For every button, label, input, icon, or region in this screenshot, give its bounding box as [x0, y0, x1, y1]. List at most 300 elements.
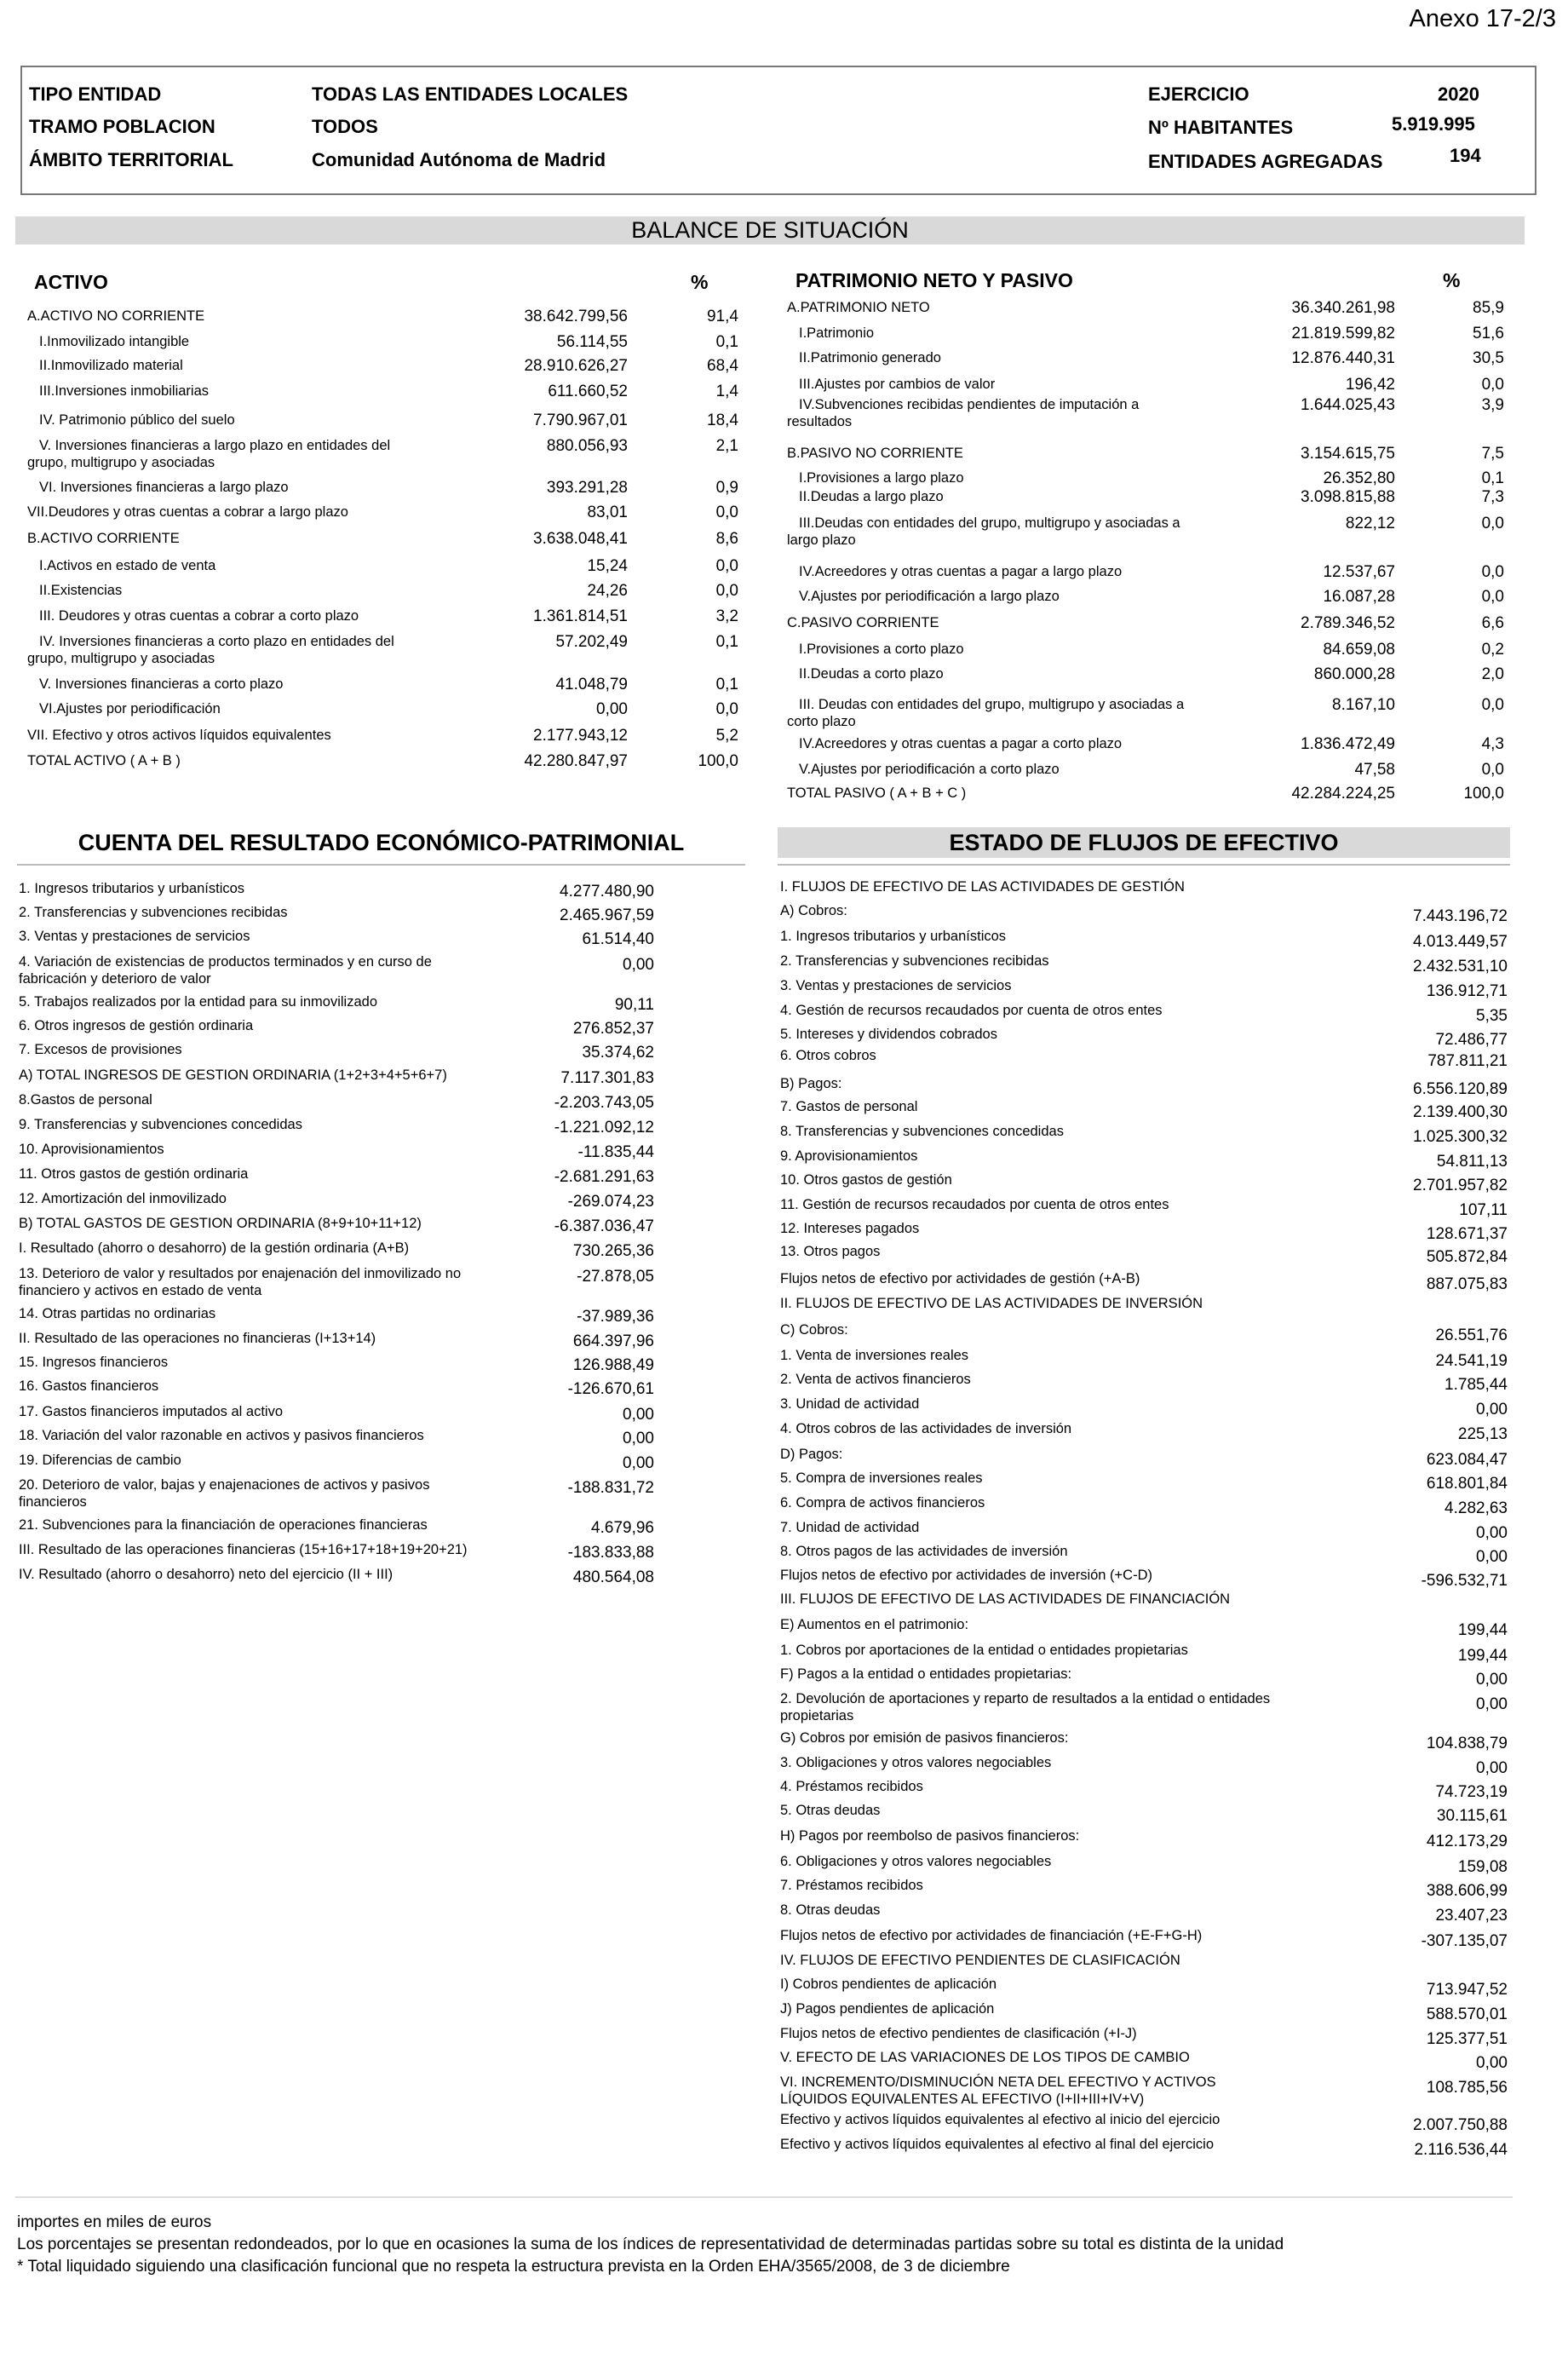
flujos-row: [780, 1048, 1508, 1070]
resultado-row: [19, 1542, 654, 1562]
resultado-row: [19, 1092, 654, 1112]
row-label: I.Provisiones a corto plazo: [799, 642, 964, 657]
flujos-row: [780, 1076, 1508, 1098]
row-value: 23.407,23: [1435, 1907, 1508, 1925]
row-label: 10. Aprovisionamientos: [19, 1142, 164, 1157]
row-label: 7. Gastos de personal: [780, 1099, 918, 1114]
row-percentage: 100,0: [1463, 785, 1504, 803]
row-value: -596.532,71: [1421, 1572, 1508, 1590]
resultado-row: [19, 1428, 654, 1447]
row-label: VI. Inversiones financieras a largo plazo: [39, 480, 289, 495]
row-label: 4. Gestión de recursos recaudados por cuenta de otros entes: [780, 1003, 1163, 1018]
row-label: J) Pagos pendientes de aplicación: [780, 2001, 995, 2017]
row-value: 588.570,01: [1426, 2005, 1508, 2023]
row-percentage: 0,0: [715, 503, 738, 521]
balance-title: BALANCE DE SITUACIÓN: [631, 217, 909, 243]
resultado-row: [19, 1331, 654, 1350]
row-value: 3.638.048,41: [533, 530, 628, 548]
row-label: II.Deudas a corto plazo: [799, 666, 944, 682]
row-label: III. FLUJOS DE EFECTIVO DE LAS ACTIVIDADES DE FINANCIACIÓN: [780, 1591, 1231, 1607]
row-value: 1.025.300,32: [1413, 1128, 1508, 1146]
resultado-title-bar: [17, 827, 745, 858]
activo-row: [27, 334, 738, 350]
row-label: 5. Intereses y dividendos cobrados: [780, 1027, 997, 1042]
row-label: A) TOTAL INGRESOS DE GESTION ORDINARIA (1+2+3+4+5+6+7): [19, 1067, 447, 1083]
row-value: 0,00: [623, 1406, 654, 1424]
row-value: 3.098.815,88: [1301, 488, 1395, 506]
row-value: 136.912,71: [1426, 982, 1508, 1000]
row-value: -188.831,72: [567, 1479, 654, 1497]
row-value: 199,44: [1457, 1647, 1508, 1665]
row-percentage: 18,4: [707, 411, 738, 429]
row-value: 159,08: [1457, 1858, 1508, 1876]
row-value: 26.352,80: [1323, 469, 1395, 487]
row-label: 21. Subvenciones para la financiación de operaciones financieras: [19, 1517, 428, 1533]
row-value: -269.074,23: [567, 1193, 654, 1211]
flujos-row: [780, 1197, 1508, 1219]
row-value: 4.013.449,57: [1413, 933, 1508, 951]
tramo-poblacion-label: TRAMO POBLACION: [29, 116, 215, 137]
ambito-territorial-value: Comunidad Autónoma de Madrid: [312, 149, 606, 170]
row-percentage: 0,2: [1481, 641, 1504, 659]
row-label: 2. Transferencias y subvenciones recibidas: [780, 953, 1049, 969]
ejercicio-value: 2020: [1438, 83, 1479, 105]
row-percentage: 0,1: [1481, 469, 1504, 487]
flujos-row: [780, 1854, 1508, 1876]
row-value: 0,00: [1476, 2054, 1508, 2072]
resultado-row: [19, 881, 654, 901]
row-label: A) Cobros:: [780, 903, 847, 918]
resultado-row: [19, 1240, 654, 1260]
row-label-continuation: financieros: [19, 1494, 87, 1510]
resultado-row: [19, 1378, 654, 1398]
row-label: V. Inversiones financieras a largo plazo en entidades del: [39, 438, 391, 453]
row-value: 12.537,67: [1323, 563, 1395, 581]
flujos-row: [780, 1221, 1508, 1243]
row-label: 6. Otros ingresos de gestión ordinaria: [19, 1018, 254, 1033]
row-label: 4. Variación de existencias de productos terminados y en curso de: [19, 954, 432, 970]
row-label: 17. Gastos financieros imputados al activo: [19, 1404, 283, 1419]
flujos-row: [780, 1148, 1508, 1171]
row-label: TOTAL PASIVO ( A + B + C ): [787, 785, 967, 801]
resultado-row: [19, 994, 654, 1014]
row-value: 108.785,56: [1426, 2079, 1508, 2097]
resultado-row: [19, 905, 654, 924]
row-label: 12. Amortización del inmovilizado: [19, 1191, 227, 1206]
row-value: 4.679,96: [591, 1519, 654, 1537]
pasivo-row: [787, 446, 1504, 462]
row-label: D) Pagos:: [780, 1447, 843, 1462]
row-label: 9. Transferencias y subvenciones concedidas: [19, 1117, 302, 1132]
flujos-row: [780, 1027, 1508, 1049]
row-value: 618.801,84: [1426, 1475, 1508, 1493]
row-value: 12.876.440,31: [1291, 349, 1395, 367]
row-value: 611.660,52: [548, 383, 628, 400]
row-label: 1. Cobros por aportaciones de la entidad o entidades propietarias: [780, 1643, 1188, 1658]
row-value: -307.135,07: [1421, 1932, 1508, 1950]
row-label: 14. Otras partidas no ordinarias: [19, 1306, 216, 1321]
row-label: 8.Gastos de personal: [19, 1092, 152, 1108]
row-label: III.Deudas con entidades del grupo, multigrupo y asociadas a: [799, 515, 1180, 531]
row-label: 5. Trabajos realizados por la entidad para su inmovilizado: [19, 994, 377, 1010]
row-value: 196,42: [1345, 376, 1395, 394]
activo-row: [27, 608, 738, 624]
row-value: -126.670,61: [567, 1380, 654, 1398]
activo-row: [27, 701, 738, 717]
resultado-row: [19, 1306, 654, 1326]
row-label: IV. FLUJOS DE EFECTIVO PENDIENTES DE CLASIFICACIÓN: [780, 1953, 1180, 1968]
row-percentage: 2,0: [1481, 665, 1504, 683]
resultado-row: [19, 1142, 654, 1161]
row-percentage: 0,0: [1481, 761, 1504, 779]
flujos-row: [780, 1643, 1508, 1665]
row-value: 0,00: [623, 956, 654, 974]
activo-row: [27, 358, 738, 374]
row-value: 1.361.814,51: [533, 607, 628, 625]
row-value: 505.872,84: [1426, 1248, 1508, 1266]
row-percentage: 0,9: [715, 479, 738, 497]
row-value: -183.833,88: [567, 1544, 654, 1562]
ejercicio-label: EJERCICIO: [1148, 83, 1249, 105]
flujos-row: [780, 1003, 1508, 1025]
row-value: 15,24: [587, 557, 628, 575]
flujos-row: [780, 1953, 1508, 1969]
row-value: 713.947,52: [1426, 1981, 1508, 1999]
row-value: 730.265,36: [572, 1242, 654, 1260]
row-label: I.Patrimonio: [799, 325, 875, 341]
row-label: B) Pagos:: [780, 1076, 842, 1091]
row-label: 7. Préstamos recibidos: [780, 1878, 923, 1893]
flujos-row: [780, 1755, 1508, 1777]
row-label: 8. Otros pagos de las actividades de inversión: [780, 1544, 1068, 1559]
row-percentage: 1,4: [715, 383, 738, 400]
resultado-row: [19, 1453, 654, 1472]
row-percentage: 3,2: [715, 607, 738, 625]
flujos-row: [780, 2050, 1508, 2072]
row-value: 38.642.799,56: [524, 308, 628, 325]
row-value: -2.203.743,05: [554, 1094, 654, 1112]
row-value: 1.644.025,43: [1301, 396, 1395, 414]
pasivo-row: [787, 666, 1504, 682]
flujos-row: [780, 1421, 1508, 1443]
row-percentage: 0,1: [715, 676, 738, 693]
row-value: -6.387.036,47: [554, 1217, 654, 1235]
row-label: 1. Ingresos tributarios y urbanísticos: [19, 881, 245, 896]
row-label: 12. Intereses pagados: [780, 1221, 920, 1236]
row-label: 8. Transferencias y subvenciones concedidas: [780, 1124, 1064, 1139]
row-value: 128.671,37: [1426, 1225, 1508, 1243]
pasivo-row: [787, 325, 1504, 342]
ambito-territorial-label: ÁMBITO TERRITORIAL: [29, 149, 233, 170]
row-value: 2.789.346,52: [1301, 614, 1395, 632]
row-percentage: 4,3: [1481, 735, 1504, 753]
resultado-row: [19, 1216, 654, 1235]
row-label: Flujos netos de efectivo por actividades de financiación (+E-F+G-H): [780, 1928, 1203, 1943]
row-percentage: 0,1: [715, 333, 738, 351]
flujos-row: [780, 1172, 1508, 1194]
row-value: 880.056,93: [546, 437, 628, 455]
row-value: 28.910.626,27: [524, 357, 628, 375]
pasivo-heading: PATRIMONIO NETO Y PASIVO: [795, 269, 1073, 291]
row-value: 393.291,28: [546, 479, 628, 497]
row-value: 225,13: [1457, 1425, 1508, 1443]
row-label: V. EFECTO DE LAS VARIACIONES DE LOS TIPOS DE CAMBIO: [780, 2050, 1190, 2065]
entidades-agregadas-label: ENTIDADES AGREGADAS: [1148, 151, 1383, 172]
activo-row: [27, 728, 738, 744]
row-label-continuation: grupo, multigrupo y asociadas: [27, 651, 215, 666]
activo-row: [27, 753, 738, 769]
pasivo-row: [787, 489, 1504, 505]
flujos-row: [780, 929, 1508, 951]
row-label: 3. Unidad de actividad: [780, 1396, 920, 1412]
row-label: 6. Otros cobros: [780, 1048, 876, 1063]
row-label: 4. Préstamos recibidos: [780, 1779, 923, 1794]
row-label: B) TOTAL GASTOS DE GESTION ORDINARIA (8+9+10+11+12): [19, 1216, 422, 1231]
row-percentage: 0,0: [1481, 696, 1504, 714]
row-value: 24,26: [587, 582, 628, 600]
row-label: E) Aumentos en el patrimonio:: [780, 1617, 969, 1632]
flujos-title-bar: [778, 827, 1510, 858]
row-value: 107,11: [1459, 1201, 1508, 1219]
flujos-row: [780, 1803, 1508, 1825]
row-value: 57.202,49: [555, 633, 628, 651]
entidades-agregadas-value: 194: [1450, 145, 1481, 166]
resultado-row: [19, 1404, 654, 1424]
row-label: Flujos netos de efectivo por actividades de inversión (+C-D): [780, 1568, 1153, 1583]
row-label: Flujos netos de efectivo por actividades de gestión (+A-B): [780, 1271, 1140, 1286]
row-percentage: 51,6: [1473, 325, 1504, 342]
flujos-row: [780, 1322, 1508, 1344]
row-value: 56.114,55: [556, 333, 628, 351]
row-label: 16. Gastos financieros: [19, 1378, 159, 1394]
pasivo-row: [787, 564, 1504, 580]
row-label: 3. Obligaciones y otros valores negociables: [780, 1755, 1052, 1770]
resultado-row: [19, 1166, 654, 1186]
footer-note-total: * Total liquidado siguiendo una clasificación funcional que no respeta la estructura prevista en la Orden EHA/3565/2008, de 3 de diciembre: [17, 2258, 1010, 2276]
row-value: 2.007.750,88: [1413, 2116, 1508, 2134]
row-label: A.PATRIMONIO NETO: [787, 300, 930, 315]
row-label: 8. Otras deudas: [780, 1902, 881, 1918]
flujos-row: [780, 1691, 1508, 1723]
row-value: 6.556.120,89: [1413, 1080, 1508, 1098]
row-label-continuation: financiero y activos en estado de venta: [19, 1283, 262, 1298]
flujos-row: [780, 2112, 1508, 2134]
row-label: IV.Acreedores y otras cuentas a pagar a corto plazo: [799, 736, 1123, 751]
activo-row: [27, 531, 738, 547]
pasivo-row: [787, 762, 1504, 778]
row-percentage: 0,0: [715, 582, 738, 600]
flujos-row: [780, 903, 1508, 925]
row-label: 11. Gestión de recursos recaudados por cuenta de otros entes: [780, 1197, 1169, 1212]
flujos-row: [780, 1271, 1508, 1293]
row-label-continuation: LÍQUIDOS EQUIVALENTES AL EFECTIVO (I+II+III+IV+V): [780, 2092, 1145, 2107]
row-value: 0,00: [623, 1430, 654, 1447]
row-label: III. Resultado de las operaciones financieras (15+16+17+18+19+20+21): [19, 1542, 468, 1557]
row-label: 19. Diferencias de cambio: [19, 1453, 181, 1468]
row-label: 11. Otros gastos de gestión ordinaria: [19, 1166, 249, 1182]
row-percentage: 0,0: [1481, 515, 1504, 532]
flujos-row: [780, 1470, 1508, 1493]
pasivo-row: [787, 615, 1504, 631]
activo-row: [27, 558, 738, 574]
flujos-row: [780, 1396, 1508, 1418]
flujos-row: [780, 1544, 1508, 1566]
flujos-row: [780, 1099, 1508, 1121]
flujos-row: [780, 1928, 1508, 1950]
row-value: 16.087,28: [1323, 588, 1395, 606]
pasivo-row: [787, 377, 1504, 393]
flujos-row: [780, 2074, 1508, 2107]
resultado-row: [19, 1355, 654, 1374]
activo-heading: ACTIVO: [34, 271, 108, 293]
flujos-row: [780, 1779, 1508, 1801]
row-label-continuation: resultados: [787, 414, 853, 429]
row-percentage: 91,4: [707, 308, 738, 325]
row-value: 126.988,49: [572, 1356, 654, 1374]
activo-row: [27, 308, 738, 325]
row-value: 42.280.847,97: [524, 752, 628, 770]
row-label: V. Inversiones financieras a corto plazo: [39, 676, 284, 692]
row-value: 8.167,10: [1332, 696, 1395, 714]
row-percentage: 100,0: [698, 752, 738, 770]
row-label: 1. Ingresos tributarios y urbanísticos: [780, 929, 1007, 944]
row-label: II. FLUJOS DE EFECTIVO DE LAS ACTIVIDADES DE INVERSIÓN: [780, 1296, 1203, 1311]
pasivo-pct-heading: %: [1443, 269, 1461, 291]
row-label: Efectivo y activos líquidos equivalentes al efectivo al inicio del ejercicio: [780, 2112, 1221, 2127]
row-label: 18. Variación del valor razonable en activos y pasivos financieros: [19, 1428, 424, 1443]
footer-rule: [15, 2196, 1513, 2198]
row-value: 7.790.967,01: [533, 411, 628, 429]
row-label-continuation: fabricación y deterioro de valor: [19, 971, 211, 987]
flujos-row: [780, 2137, 1508, 2159]
resultado-row: [19, 1018, 654, 1038]
row-value: 0,00: [1476, 1548, 1508, 1566]
row-label: 13. Deterioro de valor y resultados por enajenación del inmovilizado no: [19, 1266, 462, 1281]
row-percentage: 0,0: [1481, 376, 1504, 394]
row-percentage: 7,3: [1481, 488, 1504, 506]
flujos-row: [780, 1244, 1508, 1266]
pasivo-row: [787, 642, 1504, 658]
flujos-row: [780, 978, 1508, 1000]
resultado-row: [19, 1477, 654, 1510]
row-value: -27.878,05: [577, 1268, 654, 1286]
pasivo-row: [787, 515, 1504, 548]
row-value: 54.811,13: [1436, 1153, 1508, 1171]
row-percentage: 8,6: [715, 530, 738, 548]
row-label: I.Provisiones a largo plazo: [799, 470, 964, 486]
flujos-row: [780, 879, 1508, 895]
row-label: F) Pagos a la entidad o entidades propietarias:: [780, 1666, 1072, 1682]
row-label: B.PASIVO NO CORRIENTE: [787, 446, 963, 461]
row-label-continuation: corto plazo: [787, 714, 856, 729]
row-value: 90,11: [614, 996, 654, 1014]
row-label: C.PASIVO CORRIENTE: [787, 615, 939, 630]
flujos-row: [780, 1124, 1508, 1146]
row-value: 623.084,47: [1426, 1451, 1508, 1469]
activo-row: [27, 480, 738, 496]
row-label: Efectivo y activos líquidos equivalentes al efectivo al final del ejercicio: [780, 2137, 1215, 2152]
row-value: 0,00: [1476, 1695, 1508, 1713]
row-label: II.Inmovilizado material: [39, 358, 183, 373]
row-value: 0,00: [1476, 1524, 1508, 1542]
row-label: IV. Patrimonio público del suelo: [39, 412, 235, 428]
row-value: 24.541,19: [1435, 1352, 1508, 1370]
activo-row: [27, 383, 738, 400]
row-value: 3.154.615,75: [1301, 445, 1395, 463]
row-label: 20. Deterioro de valor, bajas y enajenaciones de activos y pasivos: [19, 1477, 430, 1493]
footer-note-percentages: Los porcentajes se presentan redondeados, por lo que en ocasiones la suma de los índices de representatividad de determinadas partidas sobre su total es distinta de la unidad: [17, 2236, 1284, 2253]
row-value: 61.514,40: [582, 930, 654, 948]
row-percentage: 0,1: [715, 633, 738, 651]
row-label: IV. Resultado (ahorro o desahorro) neto del ejercicio (II + III): [19, 1567, 393, 1582]
flujos-row: [780, 2026, 1508, 2048]
row-label: 2. Devolución de aportaciones y reparto de resultados a la entidad o entidades: [780, 1691, 1271, 1706]
row-value: 125.377,51: [1426, 2030, 1508, 2048]
row-label: III.Ajustes por cambios de valor: [799, 377, 996, 392]
flujos-row: [780, 1447, 1508, 1469]
row-label: 6. Compra de activos financieros: [780, 1495, 985, 1510]
row-label: 4. Otros cobros de las actividades de inversión: [780, 1421, 1072, 1436]
row-label: 7. Unidad de actividad: [780, 1520, 920, 1535]
row-label: H) Pagos por reembolso de pasivos financieros:: [780, 1828, 1080, 1844]
row-label: I. Resultado (ahorro o desahorro) de la gestión ordinaria (A+B): [19, 1240, 410, 1256]
row-value: 664.397,96: [572, 1332, 654, 1350]
flujos-row: [780, 1666, 1508, 1689]
row-value: 480.564,08: [572, 1568, 654, 1586]
pasivo-row: [787, 785, 1504, 802]
row-percentage: 0,0: [715, 557, 738, 575]
row-value: -2.681.291,63: [554, 1168, 654, 1186]
row-label-continuation: grupo, multigrupo y asociadas: [27, 455, 215, 470]
row-percentage: 7,5: [1481, 445, 1504, 463]
row-value: 860.000,28: [1313, 665, 1395, 683]
row-label: V.Ajustes por periodificación a corto plazo: [799, 762, 1060, 777]
row-value: 2.432.531,10: [1413, 958, 1508, 975]
row-label: I.Inmovilizado intangible: [39, 334, 190, 349]
row-percentage: 6,6: [1481, 614, 1504, 632]
row-label: A.ACTIVO NO CORRIENTE: [27, 308, 205, 324]
row-label: 5. Compra de inversiones reales: [780, 1470, 983, 1486]
activo-pct-heading: %: [691, 271, 709, 293]
row-value: 2.116.536,44: [1414, 2141, 1508, 2159]
flujos-row: [780, 953, 1508, 975]
habitantes-label: Nº HABITANTES: [1148, 117, 1294, 138]
row-label: I. FLUJOS DE EFECTIVO DE LAS ACTIVIDADES DE GESTIÓN: [780, 879, 1185, 895]
row-value: 276.852,37: [572, 1020, 654, 1038]
row-value: 0,00: [596, 700, 628, 718]
row-value: -1.221.092,12: [554, 1119, 654, 1136]
row-label: G) Cobros por emisión de pasivos financieros:: [780, 1730, 1069, 1746]
row-value: 0,00: [623, 1454, 654, 1472]
row-label: B.ACTIVO CORRIENTE: [27, 531, 180, 546]
row-value: 0,00: [1476, 1671, 1508, 1689]
row-value: 4.282,63: [1445, 1499, 1508, 1517]
row-value: 7.443.196,72: [1413, 907, 1508, 925]
row-value: 35.374,62: [582, 1044, 654, 1062]
flujos-row: [780, 1348, 1508, 1370]
row-label: 7. Excesos de provisiones: [19, 1042, 182, 1057]
row-value: 26.551,76: [1435, 1326, 1508, 1344]
row-value: 2.177.943,12: [533, 727, 628, 745]
row-label-continuation: propietarias: [780, 1708, 854, 1723]
row-percentage: 3,9: [1481, 396, 1504, 414]
header-box: [20, 66, 1536, 195]
row-label: VII. Efectivo y otros activos líquidos equivalentes: [27, 728, 331, 743]
pasivo-row: [787, 736, 1504, 752]
row-label: 10. Otros gastos de gestión: [780, 1172, 952, 1188]
row-label-continuation: largo plazo: [787, 532, 856, 548]
row-value: 887.075,83: [1426, 1275, 1508, 1293]
